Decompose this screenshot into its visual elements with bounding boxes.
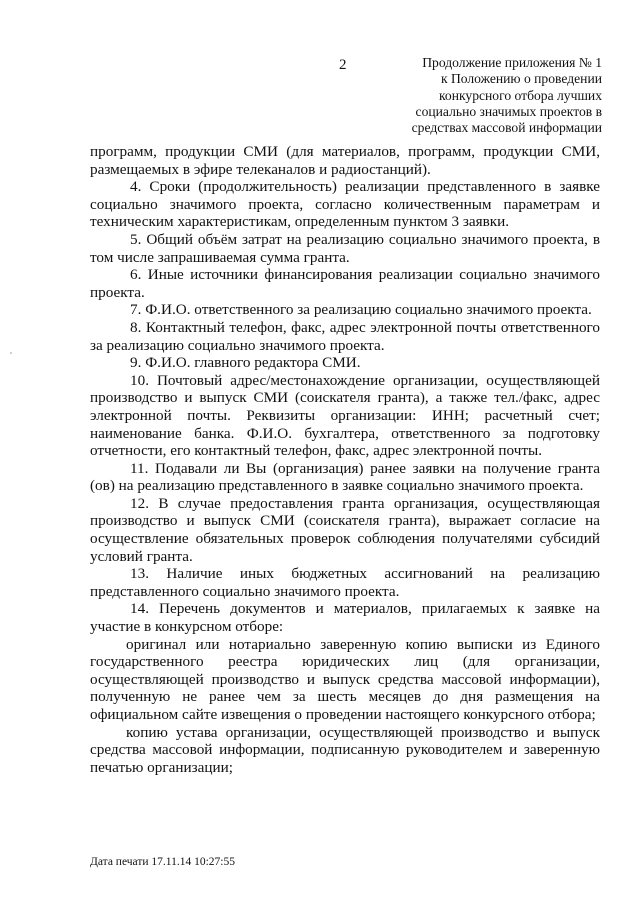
paragraph-item-4: 4. Сроки (продолжительность) реализации представленного в заявке социально значимого проекта, согласно количественным параметрам и техническим характеристикам, определенным пунктом 3 заявки. bbox=[90, 178, 600, 231]
paragraph-item-11: 11. Подавали ли Вы (организация) ранее заявки на получение гранта (ов) на реализацию представленного в заявке социально значимого проекта. bbox=[90, 459, 600, 495]
paragraph-item-5: 5. Общий объём затрат на реализацию социально значимого проекта, в том числе запрашиваемая сумма гранта. bbox=[90, 230, 600, 266]
document-body bbox=[90, 143, 600, 776]
scan-mark bbox=[10, 352, 12, 354]
header-line: Продолжение приложения № 1 bbox=[422, 55, 602, 70]
paragraph-continuation: программ, продукции СМИ (для материалов, программ, продукции СМИ, размещаемых в эфире телеканалов и радиостанций). bbox=[90, 143, 600, 178]
header-line: средствах массовой информации bbox=[411, 120, 602, 136]
page-number: 2 bbox=[339, 57, 347, 73]
header-line: конкурсного отбора лучших bbox=[439, 87, 602, 103]
header-line: социально значимых проектов в bbox=[415, 103, 602, 119]
document-list-item: оригинал или нотариально заверенную копию выписки из Единого государственного реестра юридических лиц (для организации, осуществляющей производство и выпуск средства массовой информации), полученную не ранее чем за шесть месяцев до дня размещения на официальном сайте извещения о проведении настоящего конкурсного отбора; bbox=[90, 635, 600, 723]
print-date: Дата печати 17.11.14 10:27:55 bbox=[90, 856, 236, 868]
paragraph-item-6: 6. Иные источники финансирования реализации социально значимого проекта. bbox=[90, 266, 600, 301]
appendix-header bbox=[402, 55, 602, 136]
header-line: к Положению о проведении bbox=[440, 71, 602, 87]
paragraph-item-10: 10. Почтовый адрес/местонахождение организации, осуществляющей производство и выпуск СМИ (соискателя гранта), а также тел./факс, адрес электронной почты. Реквизиты организации: ИНН; расчетный счет; наименование банка. Ф.И.О. бухгалтера, ответственного за подготовку отчетности, его контактный телефон, факс, адрес электронной почты. bbox=[90, 371, 600, 460]
paragraph-item-13: 13. Наличие иных бюджетных ассигнований на реализацию представленного социально значимого проекта. bbox=[90, 565, 600, 600]
paragraph-item-9: 9. Ф.И.О. главного редактора СМИ. bbox=[130, 354, 361, 372]
paragraph-item-7: 7. Ф.И.О. ответственного за реализацию социально значимого проекта. bbox=[130, 301, 592, 319]
paragraph-item-12: 12. В случае предоставления гранта организация, осуществляющая производство и выпуск СМИ (соискателя гранта), выражает согласие на осуществление обязательных проверок соблюдения получателями субсидий условий гранта. bbox=[90, 494, 600, 565]
paragraph-item-8: 8. Контактный телефон, факс, адрес электронной почты ответственного за реализацию социально значимого проекта. bbox=[90, 318, 600, 354]
paragraph-item-14: 14. Перечень документов и материалов, прилагаемых к заявке на участие в конкурсном отборе: bbox=[90, 600, 600, 636]
document-list-item: копию устава организации, осуществляющей производство и выпуск средства массовой информации, подписанную руководителем и заверенную печатью организации; bbox=[90, 723, 600, 776]
